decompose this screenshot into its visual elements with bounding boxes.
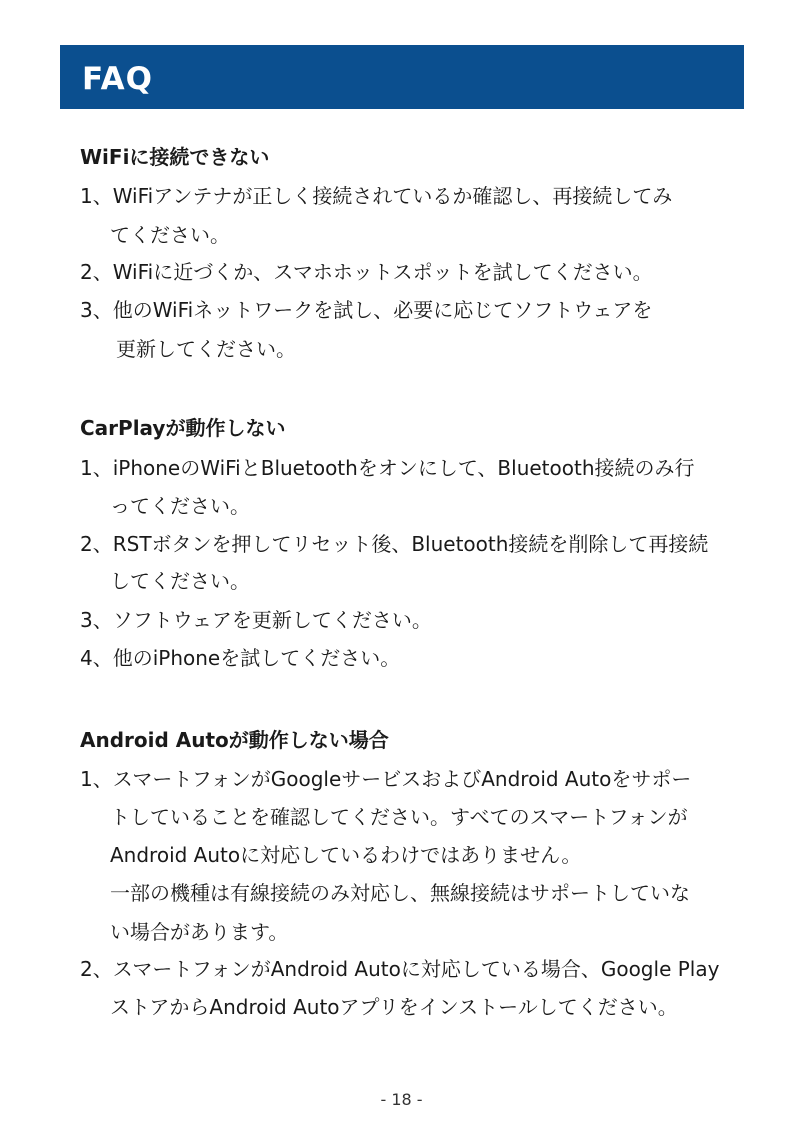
- faq-line: てください。: [110, 223, 230, 247]
- faq-line: Android Autoに対応しているわけではありません。: [110, 843, 582, 867]
- faq-line: 一部の機種は有線接続のみ対応し、無線接続はサポートしていな: [110, 881, 690, 905]
- page-title: FAQ: [82, 61, 153, 97]
- faq-line: 2、WiFiに近づくか、スマホホットスポットを試してください。: [80, 260, 653, 284]
- section-title-carplay: CarPlayが動作しない: [80, 416, 286, 440]
- faq-line: 3、ソフトウェアを更新してください。: [80, 608, 432, 632]
- faq-line: 1、スマートフォンがGoogleサービスおよびAndroid Autoをサポー: [80, 767, 692, 791]
- faq-line: ストアからAndroid Autoアプリをインストールしてください。: [110, 995, 678, 1019]
- section-title-wifi: WiFiに接続できない: [80, 145, 270, 169]
- faq-line: トしていることを確認してください。すべてのスマートフォンが: [110, 805, 688, 829]
- page-number: - 18 -: [380, 1090, 423, 1109]
- faq-line: ってください。: [110, 494, 250, 518]
- faq-line: い場合があります。: [110, 920, 289, 944]
- faq-line: 1、iPhoneのWiFiとBluetoothをオンにして、Bluetooth接続のみ行: [80, 456, 695, 480]
- faq-header-bar: [60, 45, 744, 109]
- section-title-android-auto: Android Autoが動作しない場合: [80, 728, 389, 752]
- faq-line: してください。: [110, 569, 250, 593]
- faq-line: 3、他のWiFiネットワークを試し、必要に応じてソフトウェアを: [80, 298, 653, 322]
- faq-line: 2、スマートフォンがAndroid Autoに対応している場合、Google Play: [80, 957, 720, 981]
- faq-line: 更新してください。: [116, 337, 296, 361]
- faq-line: 1、WiFiアンテナが正しく接続されているか確認し、再接続してみ: [80, 184, 673, 208]
- faq-line: 4、他のiPhoneを試してください。: [80, 646, 401, 670]
- faq-line: 2、RSTボタンを押してリセット後、Bluetooth接続を削除して再接続: [80, 532, 709, 556]
